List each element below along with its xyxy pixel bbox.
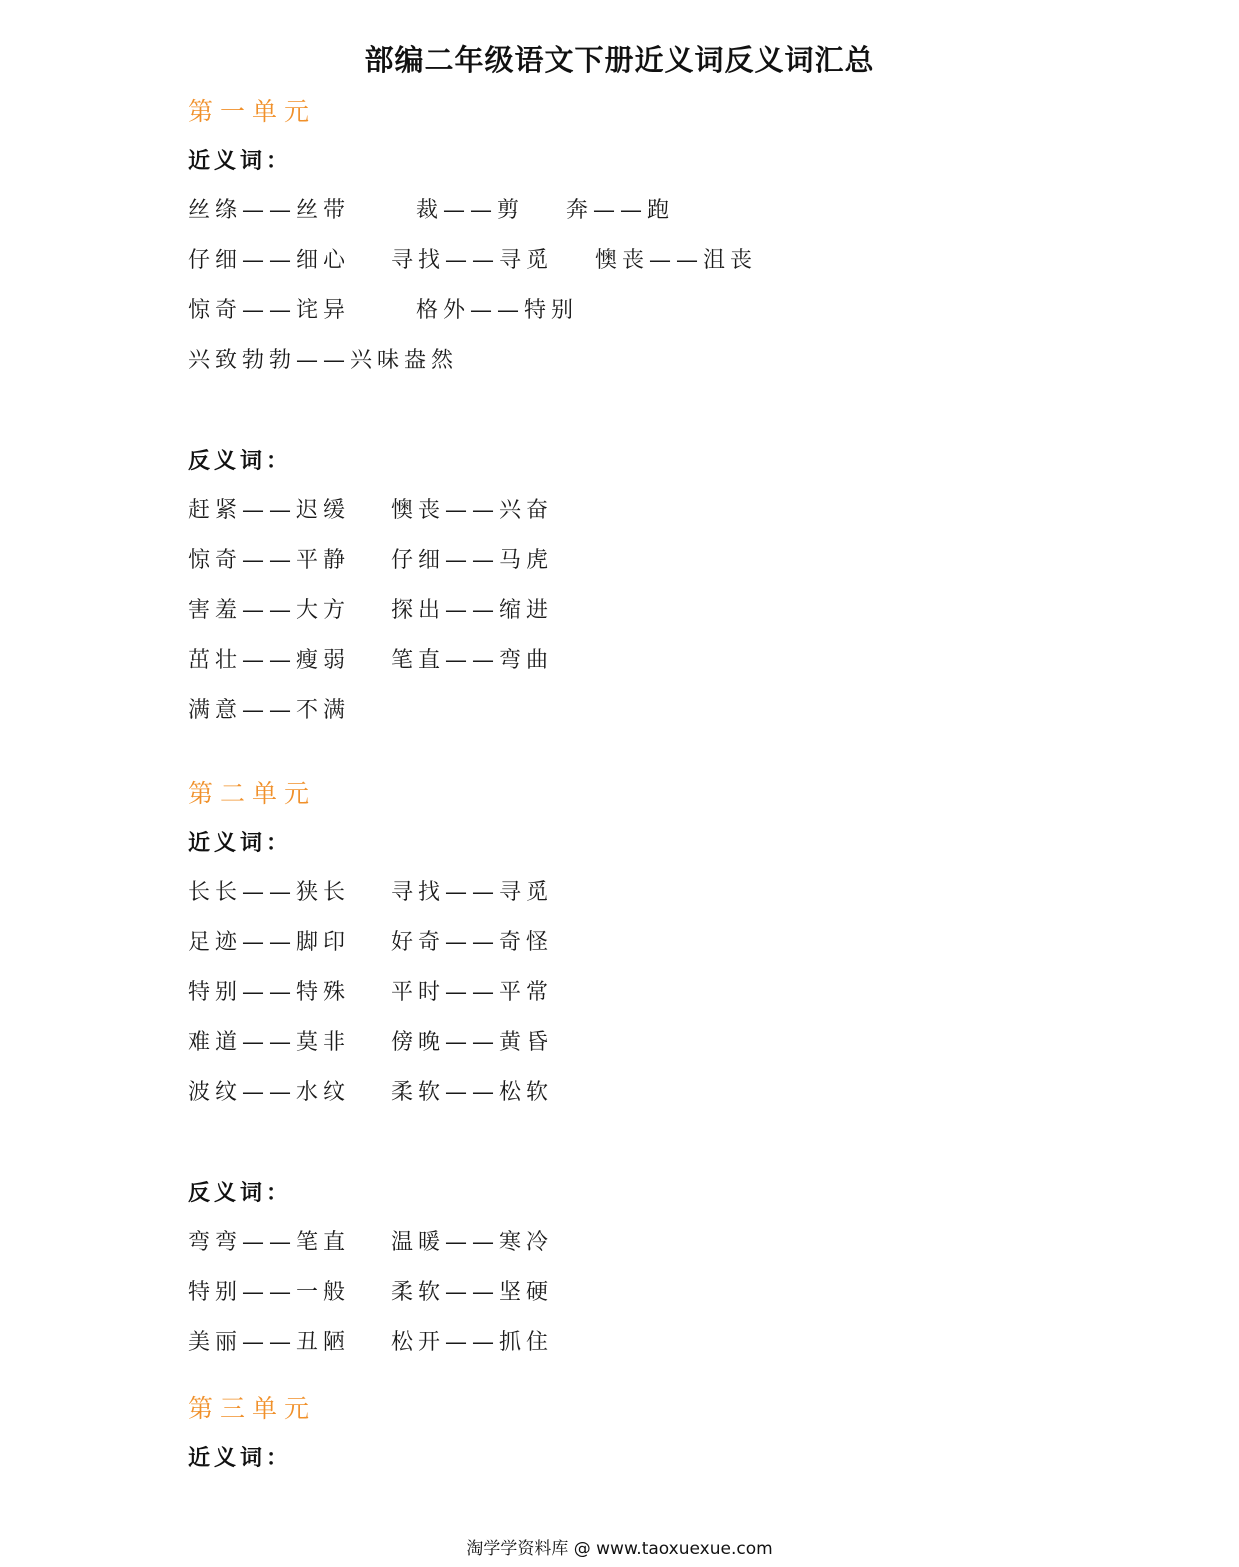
synonym-label-unit-2: 近义词： (188, 831, 293, 856)
word-pair: 平时——平常 (391, 980, 554, 1005)
word-pair: 丝绦——丝带 (188, 198, 351, 223)
word-pair: 惊奇——诧异 (188, 298, 351, 323)
word-pair: 探出——缩进 (391, 598, 554, 623)
word-pair: 特别——一般 (188, 1280, 351, 1305)
word-pair: 满意——不满 (188, 698, 351, 723)
unit-heading-1: 第一单元 (188, 97, 317, 126)
word-pair: 足迹——脚印 (188, 930, 351, 955)
word-pair: 赶紧——迟缓 (188, 498, 351, 523)
word-row (0, 1325, 1239, 1357)
word-row (0, 493, 1239, 525)
word-pair: 笔直——弯曲 (391, 648, 554, 673)
word-pair: 傍晚——黄昏 (391, 1030, 554, 1055)
word-row (0, 343, 1239, 375)
word-row (0, 543, 1239, 575)
word-row (0, 293, 1239, 325)
word-pair: 寻找——寻觅 (391, 880, 554, 905)
word-row (0, 1225, 1239, 1257)
word-pair: 波纹——水纹 (188, 1080, 351, 1105)
word-pair: 好奇——奇怪 (391, 930, 554, 955)
word-pair: 难道——莫非 (188, 1030, 351, 1055)
word-pair: 惊奇——平静 (188, 548, 351, 573)
word-pair: 懊丧——兴奋 (391, 498, 554, 523)
word-row (0, 693, 1239, 725)
word-pair: 柔软——坚硬 (391, 1280, 554, 1305)
word-pair: 柔软——松软 (391, 1080, 554, 1105)
word-row (0, 975, 1239, 1007)
word-pair: 懊丧——沮丧 (595, 248, 758, 273)
synonym-label-unit-1: 近义词： (188, 149, 293, 174)
word-pair: 仔细——马虎 (391, 548, 554, 573)
word-pair: 特别——特殊 (188, 980, 351, 1005)
word-pair: 奔——跑 (566, 198, 675, 223)
word-pair: 格外——特别 (416, 298, 579, 323)
page-title: 部编二年级语文下册近义词反义词汇总 (364, 43, 875, 77)
word-row (0, 1275, 1239, 1307)
word-pair: 仔细——细心 (188, 248, 351, 273)
word-row (0, 643, 1239, 675)
word-row (0, 925, 1239, 957)
footer-watermark: 淘学学资料库 @ www.taoxuexue.com (466, 1539, 773, 1559)
word-pair: 温暖——寒冷 (391, 1230, 554, 1255)
word-pair: 弯弯——笔直 (188, 1230, 351, 1255)
word-pair: 兴致勃勃——兴味盎然 (188, 348, 459, 373)
word-pair: 松开——抓住 (391, 1330, 554, 1355)
word-pair: 长长——狭长 (188, 880, 351, 905)
word-pair: 茁壮——瘦弱 (188, 648, 351, 673)
word-row (0, 193, 1239, 225)
antonym-label-unit-1: 反义词： (188, 449, 293, 474)
word-row (0, 1025, 1239, 1057)
synonym-label-unit-3: 近义词： (188, 1446, 293, 1471)
word-row (0, 875, 1239, 907)
word-pair: 寻找——寻觅 (391, 248, 554, 273)
word-pair: 裁——剪 (416, 198, 525, 223)
unit-heading-3: 第三单元 (188, 1394, 317, 1423)
word-row (0, 593, 1239, 625)
antonym-label-unit-2: 反义词： (188, 1181, 293, 1206)
word-row (0, 243, 1239, 275)
word-row (0, 1075, 1239, 1107)
word-pair: 害羞——大方 (188, 598, 351, 623)
unit-heading-2: 第二单元 (188, 779, 317, 808)
word-pair: 美丽——丑陋 (188, 1330, 351, 1355)
